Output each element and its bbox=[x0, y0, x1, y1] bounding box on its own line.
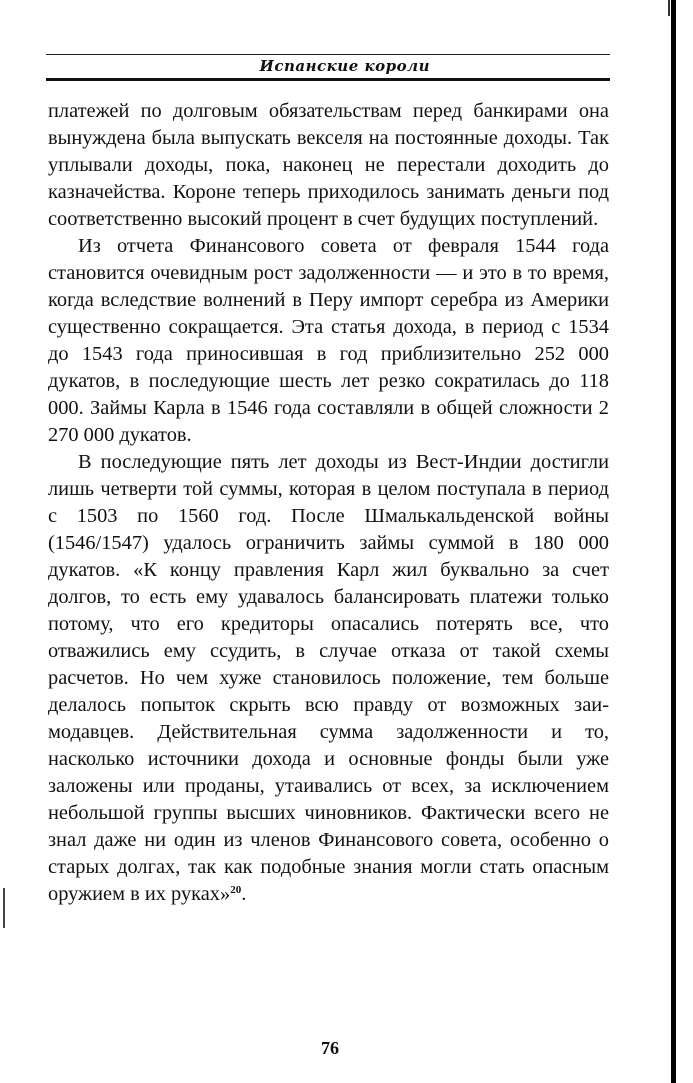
running-head: Испанские короли bbox=[259, 57, 430, 75]
closing-punctuation: . bbox=[241, 883, 247, 905]
paragraph-3 bbox=[48, 449, 609, 908]
body-text bbox=[48, 98, 609, 908]
page-number: 76 bbox=[321, 1038, 339, 1058]
paragraph-1: платежей по долговым обязательствам перед банкирами она вынуждена была выпускать векселя на постоянные доходы. Так уплывали доходы, пока, наконец не перестали доходить до казначейства. Короне теперь приходилось занимать деньги под соответственно высокий процент в счет будущих поступлений. bbox=[48, 100, 609, 230]
paragraph-2: Из отчета Финансового совета от февраля 1544 года становится очевидным рост задолженности — и это в то время, когда вследствие волнений в Перу импорт серебра из Америки существенно сокращается. Эта статья дохода, в период с 1534 до 1543 года приносившая в год приблизительно 252 000 дукатов, в последующие шесть лет резко сократилась до 118 000. Займы Карла в 1546 года составляли в общей сложности 2 270 000 дукатов. bbox=[48, 235, 609, 446]
footnote-reference: 20 bbox=[230, 884, 242, 896]
header-rule-bottom bbox=[46, 78, 610, 81]
scan-edge-mark-top bbox=[668, 0, 670, 16]
scan-edge-right bbox=[671, 0, 676, 1083]
scan-edge-mark-left bbox=[3, 888, 5, 928]
paragraph-3-text: В последующие пять лет доходы из Вест-Индии достигли лишь четверти той суммы, которая в целом поступала в период с 1503 по 1560 год. После Шмалькальденской войны (1546/1547) удалось ограничить займы суммой в 180 000 дукатов. «К концу правления Карл жил буквально за счет долгов, то есть ему удавалось балансировать платежи только потому, что его кредиторы опасались потерять все, что отважились ему ссудить, в случае отказа от такой схемы расчетов. Но чем хуже становилось положение, тем больше делалось попыток скрыть всю правду от возможных заимодавцев. Действительная сумма задолженности и то, насколько источники дохода и основные фонды были уже заложены или проданы, утаивались от всех, за исключением небольшой группы высших чиновников. Фактически всего не знал даже ни один из членов Финансового совета, особенно о старых долгах, так как подобные знания могли стать опасным оружием в их руках» bbox=[48, 451, 609, 905]
